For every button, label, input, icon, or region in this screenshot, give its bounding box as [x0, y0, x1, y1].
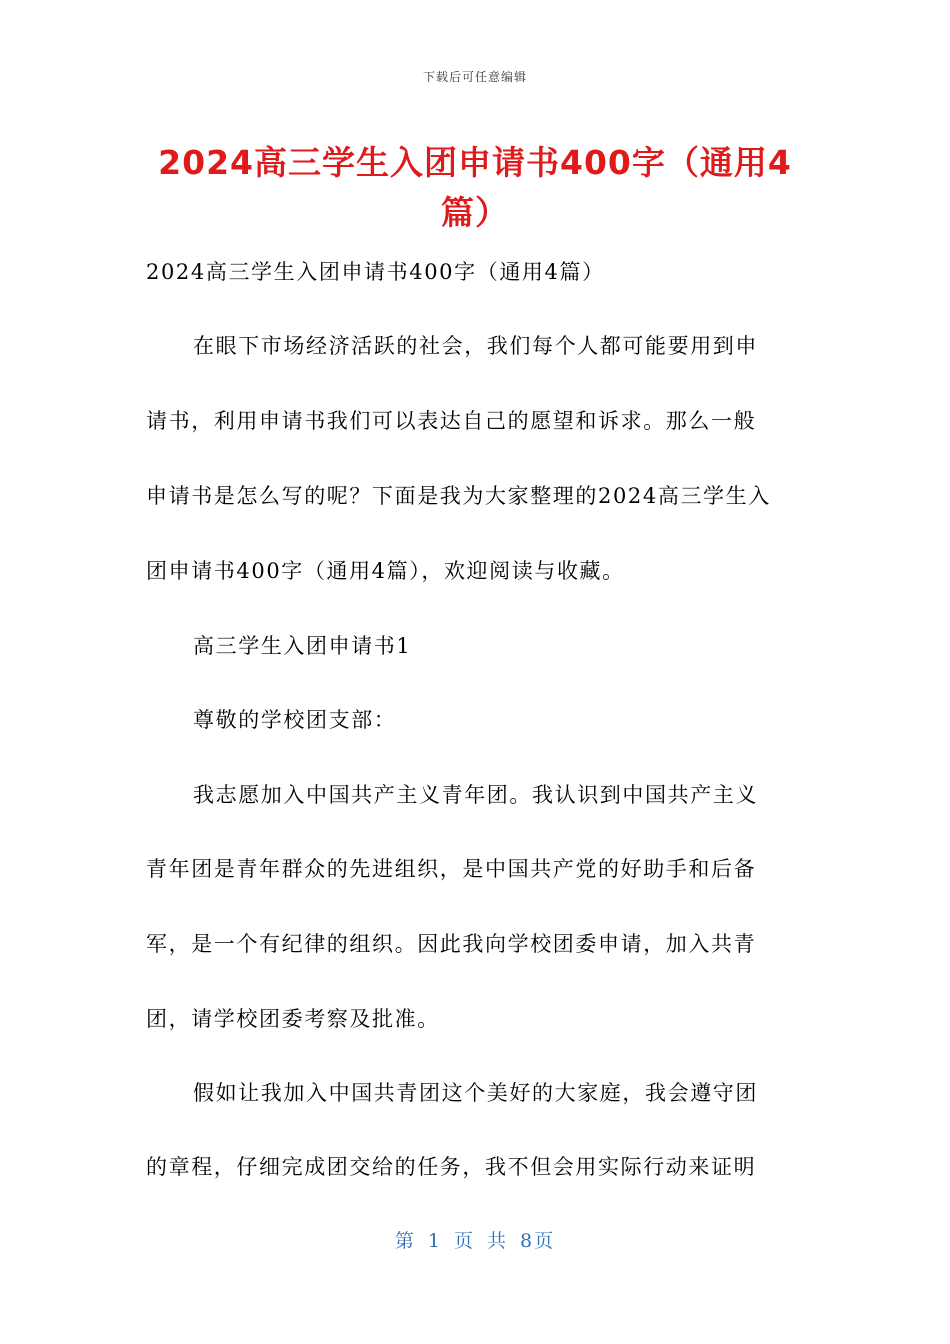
footer-current-page: 1 [427, 1230, 442, 1252]
body-line-11: 假如让我加入中国共青团这个美好的大家庭，我会遵守团 [193, 1081, 758, 1105]
footer-prefix: 第 [394, 1230, 416, 1252]
document-title: 2024高三学生入团申请书400字（通用4篇） [158, 143, 792, 232]
header-note: 下载后可任意编辑 [422, 70, 527, 84]
body-line-1: 在眼下市场经济活跃的社会，我们每个人都可能要用到申 [193, 334, 758, 358]
body-line-2: 请书，利用申请书我们可以表达自己的愿望和诉求。那么一般 [146, 409, 757, 433]
body-line-3: 申请书是怎么写的呢？下面是我为大家整理的2024高三学生入 [146, 484, 771, 508]
salutation: 尊敬的学校团支部： [193, 708, 397, 732]
subtitle-line: 2024高三学生入团申请书400字（通用4篇） [146, 260, 605, 284]
footer-page-word: 页 [453, 1230, 475, 1252]
section-heading: 高三学生入团申请书1 [193, 634, 412, 658]
body-line-9: 军，是一个有纪律的组织。因此我向学校团委申请，加入共青 [146, 932, 757, 956]
footer-total-pages: 8页 [520, 1230, 556, 1252]
body-line-8: 青年团是青年群众的先进组织，是中国共产党的好助手和后备 [146, 857, 757, 881]
body-line-12: 的章程，仔细完成团交给的任务，我不但会用实际行动来证明 [146, 1155, 757, 1179]
page-number-footer [0, 1226, 950, 1253]
footer-total-prefix: 共 [487, 1230, 509, 1252]
body-line-10: 团，请学校团委考察及批准。 [146, 1007, 440, 1031]
body-line-4: 团申请书400字（通用4篇），欢迎阅读与收藏。 [146, 559, 625, 583]
body-line-7: 我志愿加入中国共产主义青年团。我认识到中国共产主义 [193, 783, 758, 807]
